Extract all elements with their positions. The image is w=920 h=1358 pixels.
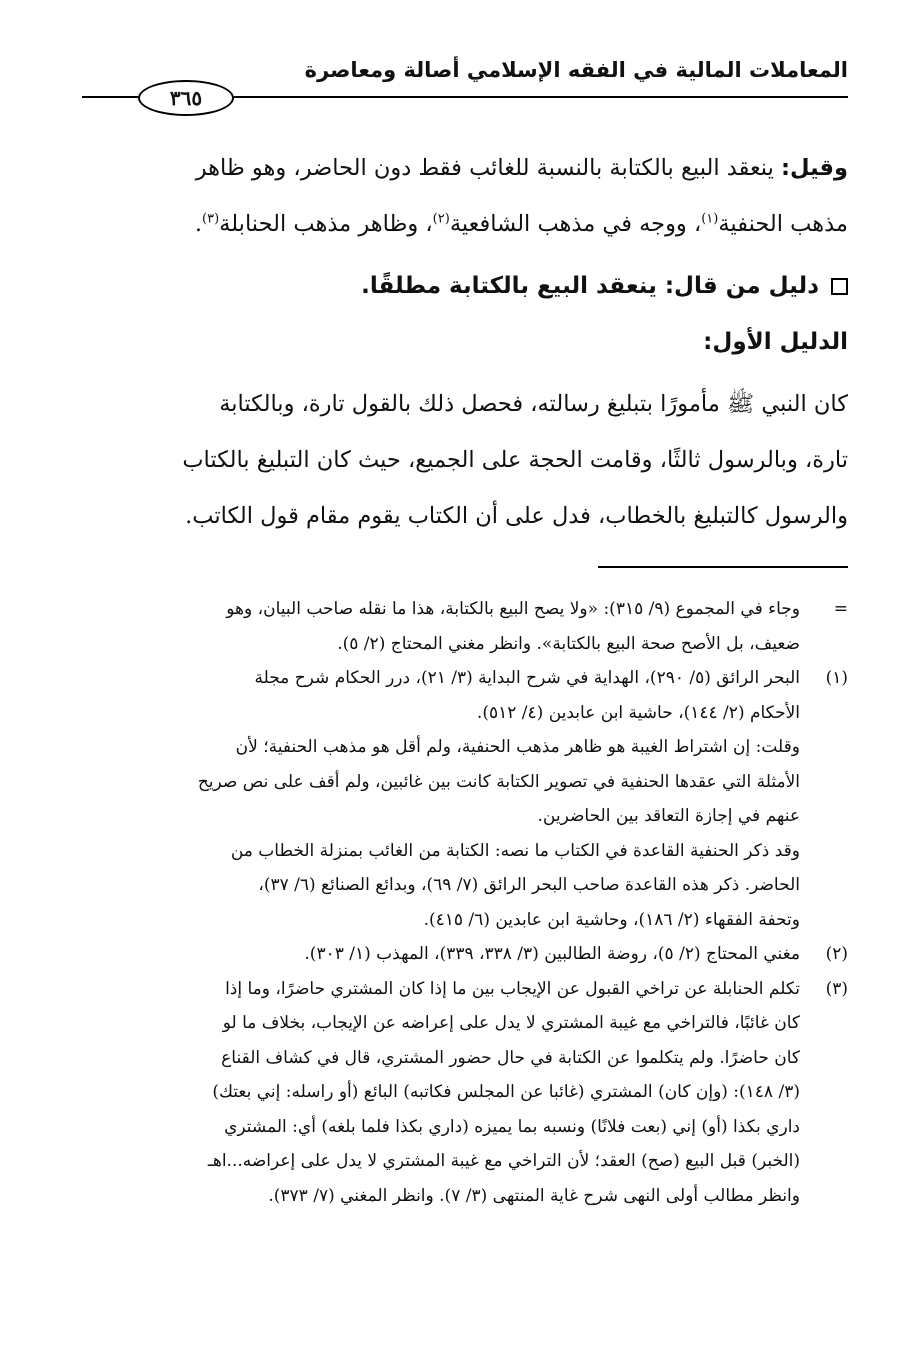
paragraph-line: كان النبي ﷺ مأمورًا بتبليغ رسالته، فحصل ذلك بالقول تارة، وبالكتابة <box>219 391 848 417</box>
footnote-marker: (٣) <box>825 978 848 999</box>
paragraph-line: تارة، وبالرسول ثالثًا، وقامت الحجة على الجميع، حيث كان التبليغ بالكتاب <box>182 447 848 473</box>
footnote-line: وتحفة الفقهاء (٢/ ١٨٦)، وحاشية ابن عابدين (٦/ ٤١٥). <box>423 909 800 930</box>
paragraph-line <box>82 196 848 252</box>
footnote-3 <box>82 972 848 1214</box>
footnote-ref[interactable]: (١) <box>701 211 719 227</box>
footnote-line: الأحكام (٢/ ١٤٤)، حاشية ابن عابدين (٤/ ٥١٢). <box>476 702 800 723</box>
footnote-continuation <box>82 592 848 661</box>
footnote-line: البحر الرائق (٥/ ٢٩٠)، الهداية في شرح البداية (٣/ ٢١)، درر الحكام شرح مجلة <box>254 668 800 688</box>
page-number: ٣٦٥ <box>138 80 234 116</box>
said-label: وقيل: <box>781 155 848 181</box>
footnote-ref[interactable]: (٢) <box>432 211 450 227</box>
footnote-line: وجاء في المجموع (٩/ ٣١٥): «ولا يصح البيع بالكتابة، هذا ما نقله صاحب البيان، وهو <box>226 599 800 619</box>
paragraph-line: والرسول كالتبليغ بالخطاب، فدل على أن الكتاب يقوم مقام قول الكاتب. <box>185 503 848 529</box>
footnote-separator <box>598 566 848 568</box>
footnote-line: وانظر مطالب أولى النهى شرح غاية المنتهى (٣/ ٧). وانظر المغني (٧/ ٣٧٣). <box>268 1185 800 1206</box>
footnote-line: داري بكذا (أو) إني (بعت فلانًا) ونسبه بما يميزه (داري بكذا فلما بلغه) أي: المشتري <box>224 1116 800 1137</box>
checkbox-icon <box>831 278 848 295</box>
text-run: ، وظاهر مذهب الحنابلة <box>219 211 433 237</box>
footnote-ref[interactable]: (٣) <box>202 211 220 227</box>
footnote-2 <box>82 937 848 972</box>
footnote-line: كان حاضرًا. ولم يتكلموا عن الكتابة في حال حضور المشتري، قال في كشاف القناع <box>221 1047 800 1068</box>
section-heading <box>82 258 848 314</box>
footnote-line: (الخبر) قبل البيع (صح) العقد؛ لأن التراخي مع غيبة المشتري لا يدل على إعراضه...اهـ <box>207 1151 800 1171</box>
paragraph-text: ينعقد البيع بالكتابة بالنسبة للغائب فقط دون الحاضر، وهو ظاهر <box>195 155 774 181</box>
subheading: الدليل الأول: <box>703 329 848 355</box>
footnote-line: مغني المحتاج (٢/ ٥)، روضة الطالبين (٣/ ٣٣٨، ٣٣٩)، المهذب (١/ ٣٠٣). <box>304 944 800 964</box>
footnote-marker: = <box>833 599 848 619</box>
footnote-line: (٣/ ١٤٨): (وإن كان) المشتري (غائبا عن المجلس فكاتبه) البائع (أو راسله: إني بعتك) <box>212 1082 800 1102</box>
paragraph-line <box>82 140 848 196</box>
footnote-line: وقلت: إن اشتراط الغيبة هو ظاهر مذهب الحنفية، ولم أقل هو مذهب الحنفية؛ لأن <box>235 737 800 757</box>
footnotes <box>82 592 848 1213</box>
footnote-line: كان غائبًا، فالتراخي مع غيبة المشتري لا يدل على إعراضه عن الإيجاب، بخلاف ما لو <box>222 1013 800 1033</box>
section-heading-text: دليل من قال: ينعقد البيع بالكتابة مطلقًا. <box>361 273 819 299</box>
main-text <box>82 140 848 544</box>
footnote-line: الحاضر. ذكر هذه القاعدة صاحب البحر الرائق (٧/ ٦٩)، وبدائع الصنائع (٦/ ٣٧)، <box>258 875 800 895</box>
page-header <box>82 58 848 108</box>
book-title: المعاملات المالية في الفقه الإسلامي أصالة ومعاصرة <box>304 58 848 82</box>
text-run: ، ووجه في مذهب الشافعية <box>449 211 702 237</box>
text-run: مذهب الحنفية <box>718 211 848 237</box>
footnote-line: عنهم في إجازة التعاقد بين الحاضرين. <box>537 806 800 826</box>
footnote-line: تكلم الحنابلة عن تراخي القبول عن الإيجاب بين ما إذا كان المشتري حاضرًا، وما إذا <box>225 978 800 999</box>
footnote-1 <box>82 661 848 937</box>
text-run: . <box>194 211 203 237</box>
footnote-marker: (٢) <box>825 944 848 964</box>
footnote-line: الأمثلة التي عقدها الحنفية في تصوير الكتابة كانت بين غائبين، ولم أقف على نص صريح <box>197 771 800 792</box>
footnote-line: ضعيف، بل الأصح صحة البيع بالكتابة». وانظر مغني المحتاج (٢/ ٥). <box>337 633 800 654</box>
footnote-line: وقد ذكر الحنفية القاعدة في الكتاب ما نصه: الكتابة من الغائب بمنزلة الخطاب من <box>230 840 800 861</box>
footnote-marker: (١) <box>825 668 848 688</box>
